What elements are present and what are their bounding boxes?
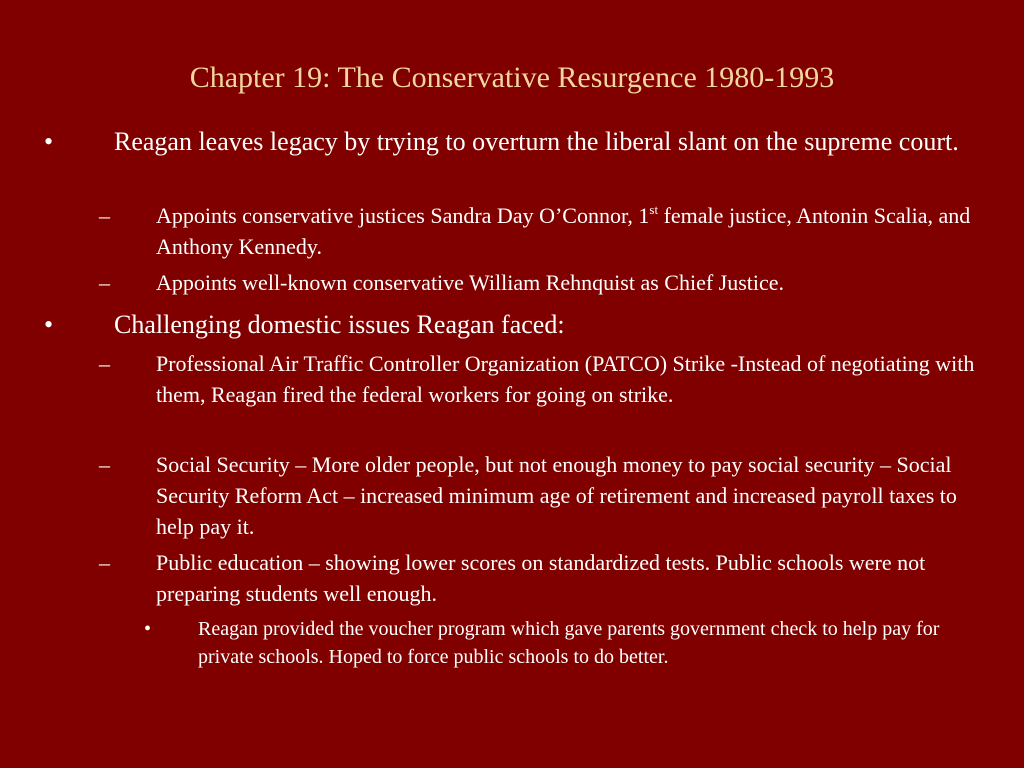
sub-item-text: Professional Air Traffic Controller Organization (PATCO) Strike -Instead of negotiating with them, Reagan fired the federal workers for going on strike. <box>156 351 975 407</box>
slide-title: Chapter 19: The Conservative Resurgence 1980-1993 <box>189 61 835 94</box>
sub-item-social-security <box>99 449 996 542</box>
bullet-item-supreme-court <box>44 126 984 158</box>
bullet-marker: • <box>44 127 54 156</box>
dash-marker: – <box>99 351 110 376</box>
sub-sub-item-voucher <box>144 616 988 671</box>
sub-item-text: Public education – showing lower scores on standardized tests. Public schools were not preparing students well enough. <box>156 550 926 606</box>
bullet-text: Challenging domestic issues Reagan faced: <box>114 310 565 339</box>
sub-item-text: Appoints well-known conservative William Rehnquist as Chief Justice. <box>156 270 785 295</box>
sub-item-text: Social Security – More older people, but not enough money to pay social security – Social Security Reform Act – increased minimum age of retirement and increased payroll taxes to help pay it. <box>156 452 957 539</box>
sub-item-patco <box>99 348 996 410</box>
dash-marker: – <box>99 550 110 575</box>
bullet-marker: • <box>44 310 54 339</box>
sub-item-justices <box>99 200 996 262</box>
sub-item-rehnquist <box>99 267 996 298</box>
sub-item-text-before: Appoints conservative justices Sandra Day O’Connor, 1 <box>156 203 650 228</box>
bullet-text: Reagan leaves legacy by trying to overturn the liberal slant on the supreme court. <box>114 127 959 156</box>
dash-marker: – <box>99 203 110 228</box>
sub-sub-item-text: Reagan provided the voucher program which gave parents government check to help pay for private schools. Hoped to force public schools to do better. <box>198 618 940 668</box>
sub-item-text-after: female justice, Antonin Scalia, and Anthony Kennedy. <box>156 203 971 259</box>
bullet-item-domestic-issues <box>44 309 984 341</box>
bullet-marker: • <box>144 618 152 640</box>
sub-item-public-education <box>99 547 996 609</box>
ordinal-superscript: st <box>649 202 659 217</box>
dash-marker: – <box>99 452 110 477</box>
dash-marker: – <box>99 270 110 295</box>
